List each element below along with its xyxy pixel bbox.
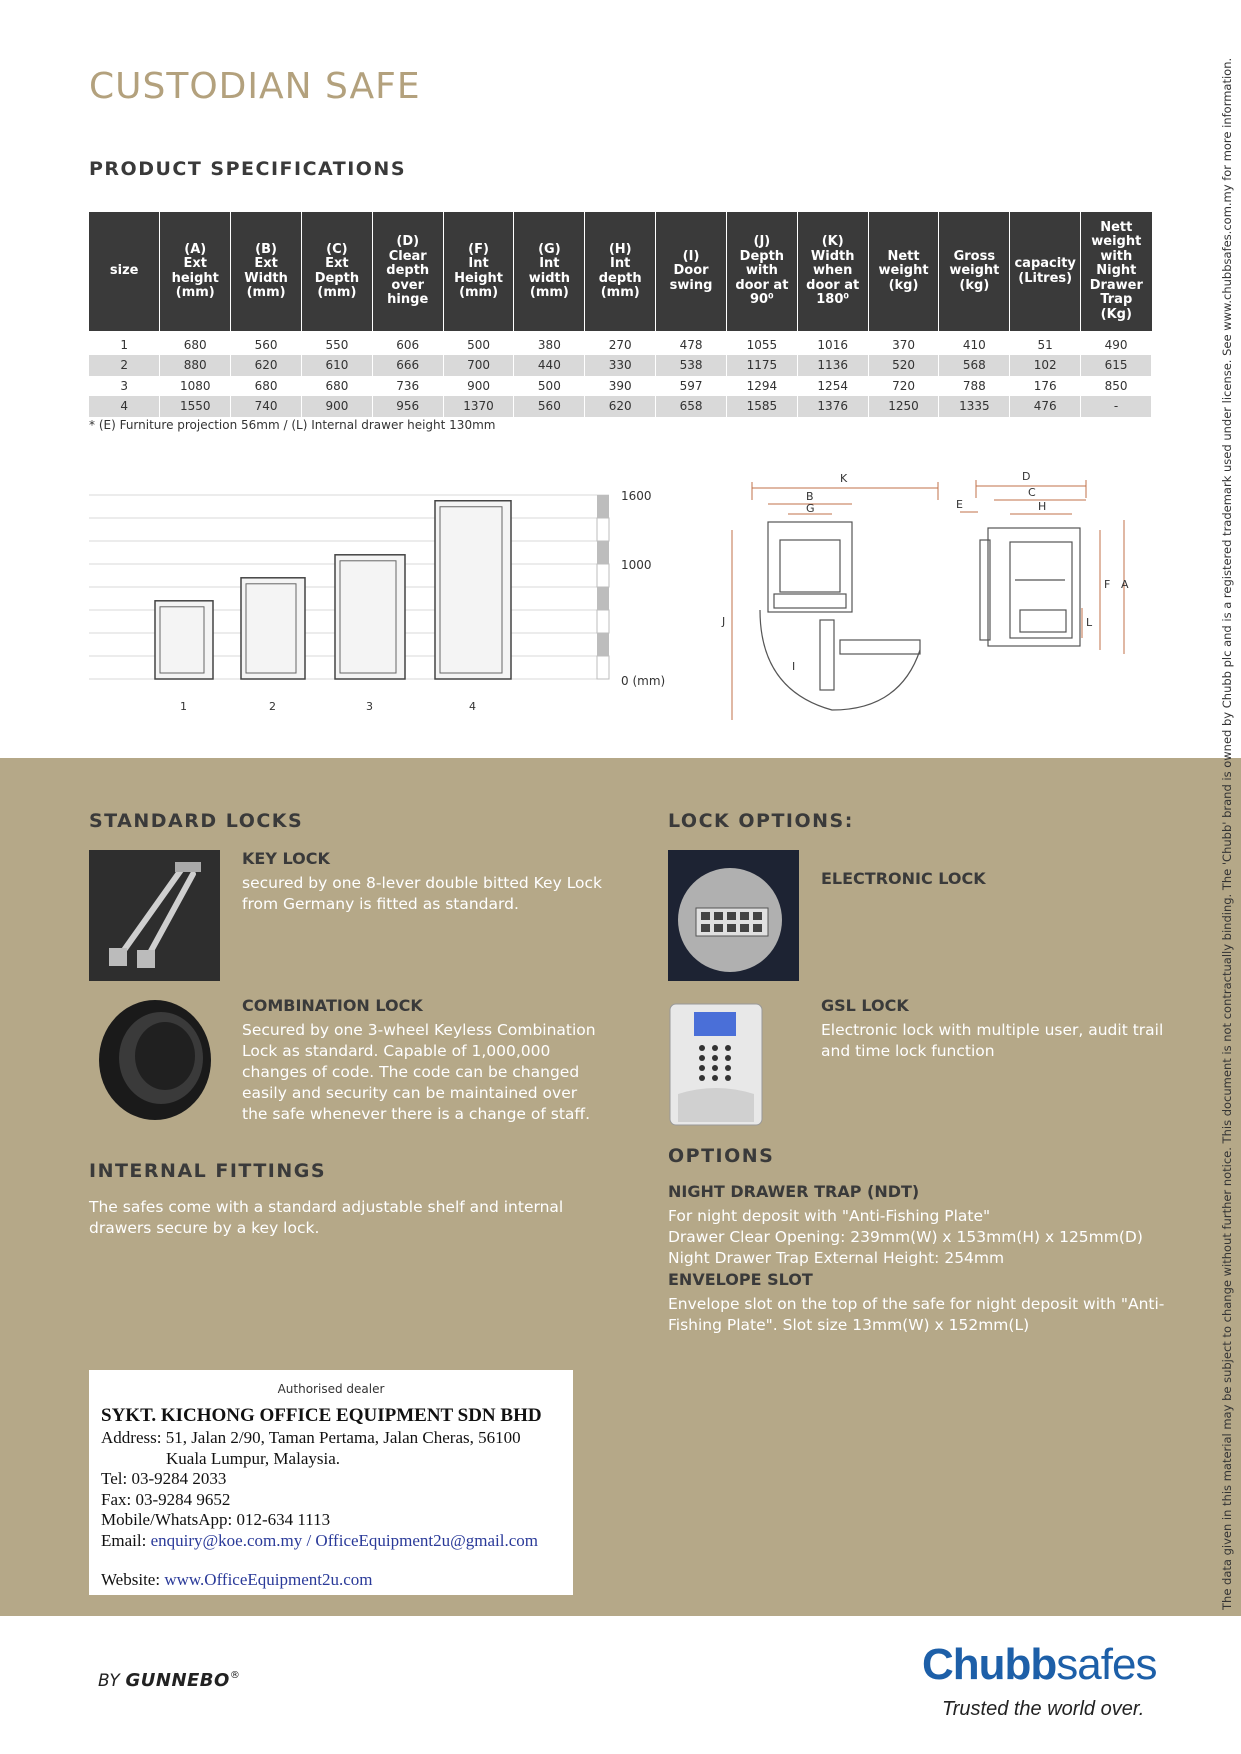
dealer-tel: Tel: 03-9284 2033 — [101, 1469, 227, 1488]
spec-header-line: weight — [949, 263, 1000, 279]
spec-header-line: Nett — [1100, 219, 1133, 235]
spec-header-line: Depth — [314, 270, 360, 286]
spec-header-line: Ext — [183, 256, 207, 271]
size-label-3: 3 — [366, 700, 373, 713]
key-lock-line: from Germany is fitted as standard. — [242, 895, 519, 913]
spec-cell: 270 — [585, 331, 656, 355]
spec-col-header — [160, 212, 231, 331]
ndt-line: Drawer Clear Opening: 239mm(W) x 153mm(H) x 125mm(D) — [668, 1228, 1143, 1246]
spec-header-line: (F) — [468, 241, 489, 257]
spec-col-header — [797, 212, 868, 331]
spec-cell: 620 — [585, 396, 656, 417]
spec-header-line: (mm) — [600, 285, 640, 300]
spec-cell: 176 — [1010, 376, 1081, 397]
spec-header-line: Int — [468, 256, 489, 271]
safe-outline-3 — [335, 555, 405, 679]
key-lock-image — [89, 850, 220, 981]
dealer-website-link[interactable]: www.OfficeEquipment2u.com — [164, 1570, 373, 1589]
combination-dial-image — [89, 994, 220, 1125]
registered-mark: ® — [229, 1670, 240, 1681]
spec-cell: 560 — [231, 331, 302, 355]
spec-cell: 51 — [1010, 331, 1081, 355]
gsl-lock-title: GSL LOCK — [821, 996, 909, 1015]
spec-col-header — [514, 212, 585, 331]
spec-header-line: Nett — [887, 248, 920, 264]
spec-header-line: Height — [454, 270, 504, 286]
spec-col-header — [301, 212, 372, 331]
spec-cell: 476 — [1010, 396, 1081, 417]
gsl-line: and time lock function — [821, 1042, 995, 1060]
spec-cell: 500 — [514, 376, 585, 397]
spec-header-line: Width — [810, 248, 855, 264]
spec-header-line: (Kg) — [1100, 306, 1132, 322]
gunnebo-wordmark: GUNNEBO — [125, 1670, 230, 1691]
spec-header-line: (mm) — [529, 285, 569, 300]
spec-table — [89, 212, 1152, 417]
spec-header-line: when — [813, 263, 853, 279]
label-e: E — [956, 498, 963, 511]
spec-cell: 620 — [231, 355, 302, 376]
spec-header-line: (mm) — [459, 285, 499, 300]
brand-light: safes — [1056, 1640, 1157, 1689]
spec-cell: 330 — [585, 355, 656, 376]
spec-row — [89, 355, 1152, 376]
dealer-address-1: Address: 51, Jalan 2/90, Taman Pertama, Jalan Cheras, 56100 — [101, 1428, 521, 1447]
spec-header-line: capacity — [1014, 256, 1076, 271]
spec-col-header — [443, 212, 514, 331]
spec-cell: 1335 — [939, 396, 1010, 417]
spec-header-line: 90⁰ — [749, 292, 774, 308]
spec-header-line: Ext — [254, 256, 278, 271]
dealer-website-row — [101, 1570, 542, 1591]
ndt-text — [668, 1206, 1143, 1269]
spec-header-line: (A) — [184, 241, 207, 257]
spec-header-line: door at — [806, 277, 860, 293]
spec-col-header — [1081, 212, 1152, 331]
spec-cell: 850 — [1081, 376, 1152, 397]
page-title: CUSTODIAN SAFE — [89, 66, 421, 107]
spec-cell: 410 — [939, 331, 1010, 355]
spec-cell: 606 — [372, 331, 443, 355]
spec-cell: 1585 — [726, 396, 797, 417]
spec-cell: 1055 — [726, 331, 797, 355]
spec-cell: 740 — [231, 396, 302, 417]
electronic-lock-title: ELECTRONIC LOCK — [821, 869, 986, 888]
dealer-fax: Fax: 03-9284 9652 — [101, 1489, 231, 1509]
dealer-address-2: Kuala Lumpur, Malaysia. — [166, 1448, 340, 1468]
brand-bold: Chubb — [922, 1640, 1057, 1689]
spec-cell: 550 — [301, 331, 372, 355]
spec-header-line: hinge — [387, 292, 429, 308]
spec-header-line: 180⁰ — [816, 292, 850, 308]
spec-col-header — [585, 212, 656, 331]
standard-locks-heading: STANDARD LOCKS — [89, 810, 304, 832]
spec-heading: PRODUCT SPECIFICATIONS — [89, 158, 407, 180]
size-label-4: 4 — [469, 700, 476, 713]
spec-cell: 597 — [656, 376, 727, 397]
spec-header-line: (K) — [821, 234, 844, 250]
combo-line: Lock as standard. Capable of 1,000,000 — [242, 1042, 551, 1060]
spec-cell: 956 — [372, 396, 443, 417]
spec-cell: 1016 — [797, 331, 868, 355]
spec-header-line: (I) — [682, 248, 700, 264]
ndt-line: Night Drawer Trap External Height: 254mm — [668, 1249, 1005, 1267]
dimension-drawing — [720, 470, 1140, 730]
spec-cell: 390 — [585, 376, 656, 397]
ndt-title: NIGHT DRAWER TRAP (NDT) — [668, 1182, 920, 1201]
spec-cell: 1376 — [797, 396, 868, 417]
spec-cell: 788 — [939, 376, 1010, 397]
spec-cell: 1550 — [160, 396, 231, 417]
spec-cell: 1250 — [868, 396, 939, 417]
scale-label-1000: 1000 — [621, 558, 652, 572]
dealer-email-row — [101, 1531, 542, 1552]
spec-header-line: depth — [386, 263, 430, 279]
spec-header-line: (J) — [753, 234, 771, 250]
spec-cell: 3 — [89, 376, 160, 397]
spec-header-line: weight — [1091, 234, 1142, 250]
website-prefix: Website: — [101, 1570, 165, 1589]
spec-cell: 615 — [1081, 355, 1152, 376]
chubbsafes-logo — [922, 1640, 1156, 1690]
spec-cell: 500 — [443, 331, 514, 355]
spec-header-line: Gross — [953, 248, 996, 264]
scale-label-1600: 1600 — [621, 489, 652, 503]
spec-cell: 720 — [868, 376, 939, 397]
combo-line: easily and security can be maintained over — [242, 1084, 578, 1102]
spec-cell: 736 — [372, 376, 443, 397]
spec-header-line: Width — [244, 270, 288, 286]
ndt-line: For night deposit with "Anti-Fishing Plate" — [668, 1207, 991, 1225]
spec-header-line: (B) — [255, 241, 277, 257]
spec-cell: 900 — [443, 376, 514, 397]
spec-cell: 102 — [1010, 355, 1081, 376]
label-f: F — [1104, 578, 1111, 591]
combination-lock-text — [242, 1020, 596, 1125]
internal-line: The safes come with a standard adjustable shelf and internal — [89, 1198, 564, 1216]
spec-cell: - — [1081, 396, 1152, 417]
spec-row — [89, 396, 1152, 417]
spec-header-line: size — [109, 263, 139, 279]
label-l: L — [1086, 616, 1093, 629]
spec-cell: 680 — [160, 331, 231, 355]
label-g: G — [806, 502, 815, 515]
scale-bar — [597, 495, 609, 679]
spec-cell: 666 — [372, 355, 443, 376]
internal-fittings-heading: INTERNAL FITTINGS — [89, 1160, 327, 1182]
spec-header-line: Depth — [739, 248, 785, 264]
spec-cell: 2 — [89, 355, 160, 376]
spec-header-line: Trap — [1100, 292, 1133, 308]
spec-header-line: (Litres) — [1018, 270, 1073, 286]
dealer-email-link[interactable]: enquiry@koe.com.my / OfficeEquipment2u@gmail.com — [150, 1530, 539, 1550]
spec-cell: 1 — [89, 331, 160, 355]
spec-cell: 610 — [301, 355, 372, 376]
spec-col-header — [89, 212, 160, 331]
spec-header-line: width — [528, 270, 570, 286]
spec-cell: 4 — [89, 396, 160, 417]
spec-col-header — [372, 212, 443, 331]
envelope-slot-text — [668, 1294, 1164, 1336]
spec-cell: 1294 — [726, 376, 797, 397]
spec-header-line: Int — [610, 256, 631, 271]
spec-header-line: over — [391, 277, 425, 293]
disclaimer-vertical: The data given in this material may be subject to change without further notice. This document is not contractually binding. The 'Chubb' brand is owned by Chubb plc and is a registered trademark used under license. See www.chubbsafes.com.my for more information. — [1220, 57, 1234, 1610]
dimension-lines — [732, 480, 1124, 720]
combination-lock-title: COMBINATION LOCK — [242, 996, 423, 1015]
label-j: J — [722, 615, 726, 628]
scale-label-0: 0 (mm) — [621, 674, 666, 688]
label-c: C — [1028, 486, 1036, 499]
spec-header-line: (mm) — [317, 285, 357, 300]
safe-side-view — [980, 528, 1080, 646]
label-i: I — [792, 660, 796, 673]
gsl-lock-text — [821, 1020, 1163, 1062]
spec-header-line: (C) — [326, 241, 348, 257]
spec-cell: 880 — [160, 355, 231, 376]
spec-header-line: door at — [735, 277, 789, 293]
spec-header-line: Ext — [325, 256, 349, 271]
spec-cell: 490 — [1081, 331, 1152, 355]
electronic-lock-image — [668, 850, 799, 981]
spec-col-header — [656, 212, 727, 331]
envelope-slot-title: ENVELOPE SLOT — [668, 1270, 813, 1289]
envelope-line: Fishing Plate". Slot size 13mm(W) x 152mm(L) — [668, 1316, 1030, 1334]
spec-header-line: Door — [673, 263, 709, 279]
by-label: BY — [98, 1671, 120, 1691]
spec-col-header — [1010, 212, 1081, 331]
dealer-box — [89, 1370, 573, 1595]
spec-header-line: with — [745, 263, 778, 279]
email-prefix: Email: — [101, 1530, 151, 1550]
spec-col-header — [231, 212, 302, 331]
spec-header-line: swing — [669, 277, 713, 293]
spec-cell: 538 — [656, 355, 727, 376]
envelope-line: Envelope slot on the top of the safe for night deposit with "Anti- — [668, 1295, 1165, 1313]
label-b: B — [806, 490, 814, 503]
dealer-label: Authorised dealer — [277, 1382, 385, 1396]
dealer-mobile: Mobile/WhatsApp: 012-634 1113 — [101, 1510, 331, 1529]
spec-header-line: Drawer — [1089, 277, 1143, 293]
spec-cell: 370 — [868, 331, 939, 355]
spec-header-line: (D) — [396, 234, 420, 250]
gunnebo-logo — [98, 1670, 240, 1691]
spec-header-line: (G) — [538, 241, 561, 257]
spec-cell: 1136 — [797, 355, 868, 376]
spec-cell: 1175 — [726, 355, 797, 376]
spec-cell: 700 — [443, 355, 514, 376]
spec-cell: 680 — [301, 376, 372, 397]
key-lock-title: KEY LOCK — [242, 849, 330, 868]
spec-cell: 680 — [231, 376, 302, 397]
spec-header-line: with — [1100, 248, 1133, 264]
spec-header-row — [89, 212, 1152, 331]
safe-outline-4 — [435, 501, 511, 679]
label-h: H — [1038, 500, 1047, 513]
spec-header-line: weight — [878, 263, 929, 279]
spec-col-header — [726, 212, 797, 331]
brand-tagline: Trusted the world over. — [942, 1698, 1145, 1720]
spec-body — [89, 331, 1152, 417]
spec-header-line: (kg) — [888, 277, 919, 293]
spec-row — [89, 376, 1152, 397]
combo-line: Secured by one 3-wheel Keyless Combination — [242, 1021, 596, 1039]
internal-line: drawers secure by a key lock. — [89, 1219, 320, 1237]
dealer-company: SYKT. KICHONG OFFICE EQUIPMENT SDN BHD — [101, 1405, 542, 1426]
spec-header-line: Int — [539, 256, 560, 271]
spec-header-line: Night — [1096, 263, 1137, 279]
spec-header-line: depth — [598, 270, 642, 286]
label-k: K — [840, 472, 848, 485]
spec-header-line: (H) — [608, 241, 632, 257]
safe-plan-view — [760, 522, 920, 710]
spec-col-header — [868, 212, 939, 331]
lock-options-heading: LOCK OPTIONS: — [668, 810, 854, 832]
spec-cell: 440 — [514, 355, 585, 376]
spec-cell: 568 — [939, 355, 1010, 376]
safe-outline-2 — [241, 578, 305, 679]
internal-fittings-text — [89, 1197, 563, 1239]
gsl-lock-image — [668, 1002, 764, 1127]
spec-cell: 380 — [514, 331, 585, 355]
spec-cell: 1254 — [797, 376, 868, 397]
spec-header-line: (kg) — [959, 277, 990, 293]
safe-outlines — [155, 501, 511, 713]
gsl-line: Electronic lock with multiple user, audit trail — [821, 1021, 1164, 1039]
spec-cell: 658 — [656, 396, 727, 417]
spec-header-line: (mm) — [246, 285, 286, 300]
spec-cell: 900 — [301, 396, 372, 417]
spec-cell: 1370 — [443, 396, 514, 417]
spec-cell: 1080 — [160, 376, 231, 397]
spec-header-line: height — [171, 270, 219, 286]
spec-header-line: (mm) — [175, 285, 215, 300]
combo-line: changes of code. The code can be changed — [242, 1063, 580, 1081]
size-label-1: 1 — [180, 700, 187, 713]
size-comparison-chart — [89, 480, 689, 720]
spec-header-line: Clear — [388, 248, 427, 264]
key-lock-line: secured by one 8-lever double bitted Key Lock — [242, 874, 603, 892]
spec-cell: 520 — [868, 355, 939, 376]
spec-row — [89, 331, 1152, 355]
label-a: A — [1121, 578, 1129, 591]
spec-col-header — [939, 212, 1010, 331]
label-d: D — [1022, 470, 1031, 483]
spec-cell: 478 — [656, 331, 727, 355]
size-label-2: 2 — [269, 700, 276, 713]
key-lock-text — [242, 873, 602, 915]
options-heading: OPTIONS — [668, 1145, 775, 1167]
dealer-details — [101, 1404, 542, 1591]
combo-line: the safe whenever there is a change of staff. — [242, 1105, 591, 1123]
spec-footnote: * (E) Furniture projection 56mm / (L) Internal drawer height 130mm — [89, 418, 496, 432]
spec-cell: 560 — [514, 396, 585, 417]
